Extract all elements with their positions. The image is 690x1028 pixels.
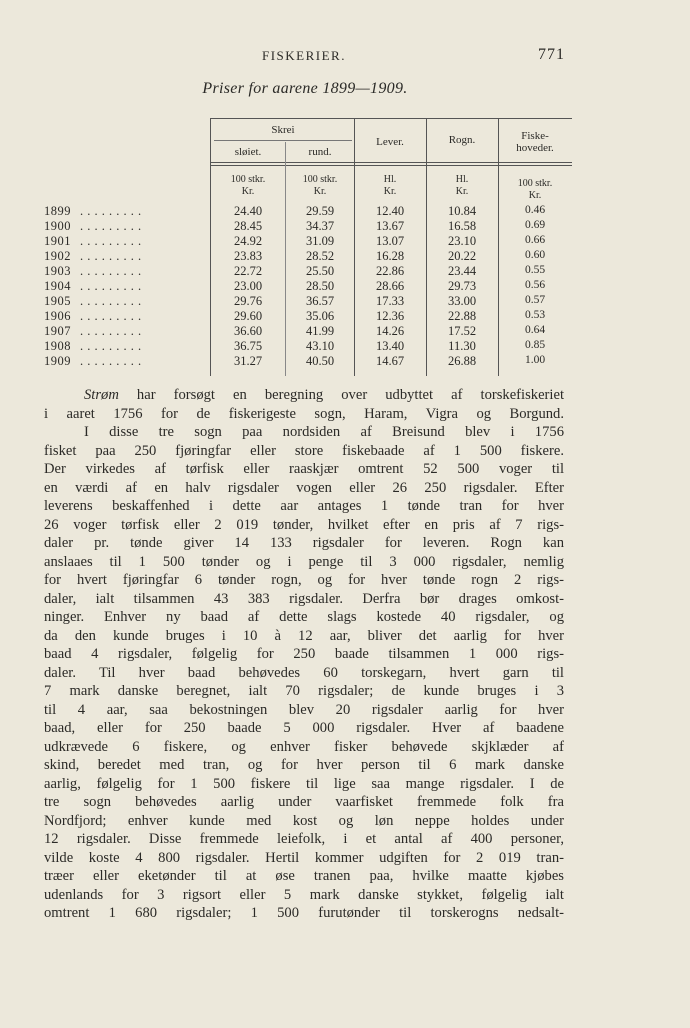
text-line: omtrent 1 680 rigsdaler; 1 500 furutønder til torskerogns nedsalt- (44, 905, 564, 921)
cell-sloiet: 23.83 (233, 249, 263, 263)
text-line: vilde koste 4 800 rigsdaler. Hertil kommer udgiften for 2 019 tran- (44, 849, 564, 866)
table-row (42, 249, 572, 263)
cell-fiskehoveder: 0.69 (524, 219, 546, 231)
dot-leader: . . . . . . . . . (80, 309, 142, 323)
text-line: til 4 aar, saa bekostningen blev 20 rigsdaler aarlig for hver (44, 701, 564, 718)
cell-lever: 12.40 (375, 204, 405, 218)
price-table (42, 118, 572, 378)
cell-rogn: 33.00 (447, 294, 477, 308)
cell-rund: 41.99 (305, 324, 335, 338)
unit-line: Kr. (241, 186, 255, 197)
cell-sloiet: 36.60 (233, 324, 263, 338)
column-header-fiskehoveder-line1: Fiske- (521, 130, 549, 142)
table-row (42, 279, 572, 293)
text-line-content: har forsøgt en beregning over udbyttet af torskefiskeriet (118, 387, 564, 403)
cell-sloiet: 29.76 (233, 294, 263, 308)
cell-fiskehoveder: 0.57 (524, 294, 546, 306)
cell-rogn: 26.88 (447, 354, 477, 368)
cell-rund: 28.50 (305, 279, 335, 293)
unit-line: 100 stkr. (230, 174, 266, 185)
table-row (42, 294, 572, 308)
cell-fiskehoveder: 0.53 (524, 309, 546, 321)
cell-rogn: 23.10 (447, 234, 477, 248)
cell-lever: 14.26 (375, 324, 405, 338)
cell-rund: 28.52 (305, 249, 335, 263)
cell-sloiet: 29.60 (233, 309, 263, 323)
table-row (42, 204, 572, 218)
author-name: Strøm (84, 387, 119, 403)
text-line: skind, beredet med tran, og for hver person til 6 mark danske (44, 757, 564, 773)
year-cell: 1905 (44, 294, 71, 308)
dot-leader: . . . . . . . . . (80, 249, 142, 263)
header-rule-double (210, 165, 572, 166)
text-line: daler. Til hver baad behøvedes 60 torskegarn, hvert garn til (44, 664, 564, 681)
text-line: leverens beskaffenhed i dette aar antages 1 tønde tran for hver (44, 498, 564, 514)
text-line: ninger. Enhver ny baad af dette slags kostede 40 rigsdaler, og (44, 609, 564, 625)
text-line: Nordfjord; enhver kunde med kost og løn neppe holdes under (44, 812, 564, 829)
cell-lever: 14.67 (375, 354, 405, 368)
unit-line: Kr. (313, 186, 327, 197)
text-line: baad, eller for 250 baade 5 000 rigsdaler. Hver af baadene (44, 720, 564, 736)
cell-rund: 35.06 (305, 309, 335, 323)
unit-line: Hl. (383, 174, 397, 185)
column-header-sloiet: sløiet. (234, 146, 262, 158)
year-cell: 1901 (44, 234, 71, 248)
unit-line: 100 stkr. (302, 174, 338, 185)
dot-leader: . . . . . . . . . (80, 204, 142, 218)
year-cell: 1907 (44, 324, 71, 338)
unit-fiskehoveder (498, 178, 572, 202)
year-cell: 1904 (44, 279, 71, 293)
table-row (42, 219, 572, 233)
cell-lever: 22.86 (375, 264, 405, 278)
year-cell: 1908 (44, 339, 71, 353)
cell-rund: 29.59 (305, 204, 335, 218)
cell-rund: 40.50 (305, 354, 335, 368)
cell-sloiet: 31.27 (233, 354, 263, 368)
unit-line: Kr. (383, 186, 397, 197)
text-line: fisket paa 250 fjøringfar eller store fiskebaade af 1 500 fiskere. (44, 442, 564, 459)
table-row (42, 354, 572, 368)
dot-leader: . . . . . . . . . (80, 219, 142, 233)
table-row (42, 309, 572, 323)
text-line: for hvert fjøringfar 6 tønder rogn, og for hver tønde rogn 2 rigs- (44, 572, 564, 588)
cell-fiskehoveder: 1.00 (524, 354, 546, 366)
cell-lever: 16.28 (375, 249, 405, 263)
table-top-rule (210, 118, 572, 119)
cell-fiskehoveder: 0.60 (524, 249, 546, 261)
cell-rund: 36.57 (305, 294, 335, 308)
dot-leader: . . . . . . . . . (80, 264, 142, 278)
text-line: udenlands for 3 rigsort eller 5 mark danske stykket, følgelig ialt (44, 886, 564, 903)
text-line: udkrævede 6 fiskere, og enhver fisker behøvede skjklæder af (44, 738, 564, 755)
cell-lever: 13.07 (375, 234, 405, 248)
text-line: træer eller eketønder til at øse tranen paa, hvilke maatte kjøbes (44, 868, 564, 884)
unit-rund (286, 174, 354, 198)
cell-rogn: 23.44 (447, 264, 477, 278)
cell-sloiet: 23.00 (233, 279, 263, 293)
cell-fiskehoveder: 0.85 (524, 339, 546, 351)
skrei-group-header: Skrei (271, 124, 295, 136)
column-header-rund: rund. (308, 146, 332, 158)
cell-fiskehoveder: 0.46 (524, 204, 546, 216)
cell-lever: 17.33 (375, 294, 405, 308)
dot-leader: . . . . . . . . . (80, 324, 142, 338)
dot-leader: . . . . . . . . . (80, 294, 142, 308)
year-cell: 1906 (44, 309, 71, 323)
dot-leader: . . . . . . . . . (80, 279, 142, 293)
column-header-rogn: Rogn. (448, 134, 476, 146)
dot-leader: . . . . . . . . . (80, 354, 142, 368)
cell-sloiet: 36.75 (233, 339, 263, 353)
text-line: en værdi af en halv rigsdaler vogen eller 26 250 rigsdaler. Efter (44, 479, 564, 496)
cell-sloiet: 24.92 (233, 234, 263, 248)
dot-leader: . . . . . . . . . (80, 234, 142, 248)
cell-lever: 13.67 (375, 219, 405, 233)
table-row (42, 234, 572, 248)
cell-lever: 13.40 (375, 339, 405, 353)
text-line: I disse tre sogn paa nordsiden af Breisund blev i 1756 (84, 424, 564, 440)
text-line: daler pr. tønde giver 14 133 rigsdaler for leveren. Rogn kan (44, 535, 564, 551)
cell-fiskehoveder: 0.55 (524, 264, 546, 276)
year-cell: 1902 (44, 249, 71, 263)
cell-rund: 34.37 (305, 219, 335, 233)
cell-rogn: 20.22 (447, 249, 477, 263)
unit-lever (354, 174, 426, 198)
year-cell: 1899 (44, 204, 71, 218)
unit-sloiet (212, 174, 284, 198)
text-line: i aaret 1756 for de fiskerigeste sogn, Haram, Vigra og Borgund. (44, 405, 564, 422)
cell-rogn: 11.30 (448, 339, 476, 353)
cell-rogn: 29.73 (447, 279, 477, 293)
unit-line: 100 stkr. (517, 178, 553, 189)
table-row (42, 264, 572, 278)
text-line: tre sogn behøvedes aarlig under vaarfisket fremmede folk fra (44, 794, 564, 810)
text-line (44, 386, 564, 405)
cell-rund: 25.50 (305, 264, 335, 278)
page-number: 771 (538, 46, 565, 63)
text-line: Der virkedes af tørfisk eller raaskjær omtrent 52 500 voger til (44, 461, 564, 477)
cell-lever: 28.66 (375, 279, 405, 293)
cell-fiskehoveder: 0.56 (524, 279, 546, 291)
header-rule (210, 162, 572, 163)
text-line: aarlig, følgelig for 1 500 fiskere til lige saa mange rigsdaler. I de (44, 775, 564, 792)
cell-sloiet: 24.40 (233, 204, 263, 218)
cell-sloiet: 28.45 (233, 219, 263, 233)
cell-rogn: 10.84 (447, 204, 477, 218)
table-row (42, 324, 572, 338)
cell-rund: 43.10 (305, 339, 335, 353)
page-header (0, 48, 690, 68)
text-line: baad 4 rigsdaler, følgelig for 250 baade tilsammen 1 000 rigs- (44, 646, 564, 662)
text-line: anslaaes til 1 500 tønder og i penge til 3 000 rigsdaler, nemlig (44, 553, 564, 570)
text-line: 26 voger tørfisk eller 2 019 tønder, hvilket efter en pris af 7 rigs- (44, 516, 564, 533)
column-header-fiskehoveder-line2: hoveder. (516, 142, 554, 154)
table-caption: Priser for aarene 1899—1909. (202, 80, 408, 97)
unit-line: Hl. (455, 174, 469, 185)
cell-rogn: 17.52 (447, 324, 477, 338)
cell-rogn: 22.88 (447, 309, 477, 323)
year-cell: 1903 (44, 264, 71, 278)
text-line: 12 rigsdaler. Disse fremmede leiefolk, i et antal af 400 personer, (44, 831, 564, 847)
unit-line: Kr. (528, 190, 542, 201)
running-head: FISKERIER. (262, 48, 346, 63)
table-row (42, 339, 572, 353)
column-header-lever: Lever. (376, 136, 404, 148)
text-line: 7 mark danske beregnet, ialt 70 rigsdaler; de kunde bruges i 3 (44, 683, 564, 699)
year-cell: 1909 (44, 354, 71, 368)
unit-line: Kr. (455, 186, 469, 197)
year-cell: 1900 (44, 219, 71, 233)
cell-fiskehoveder: 0.64 (524, 324, 546, 336)
dot-leader: . . . . . . . . . (80, 339, 142, 353)
cell-rogn: 16.58 (447, 219, 477, 233)
skrei-subrule (214, 140, 352, 141)
cell-lever: 12.36 (375, 309, 405, 323)
text-line: daler, ialt tilsammen 43 383 rigsdaler. Derfra bør drages omkost- (44, 590, 564, 607)
text-line: da den kunde bruges i 10 à 12 aar, bliver det aarlig for hver (44, 627, 564, 644)
cell-rund: 31.09 (305, 234, 335, 248)
cell-fiskehoveder: 0.66 (524, 234, 546, 246)
column-header-fiskehoveder (498, 130, 572, 154)
body-paragraph (44, 386, 564, 923)
cell-sloiet: 22.72 (233, 264, 263, 278)
unit-rogn (426, 174, 498, 198)
